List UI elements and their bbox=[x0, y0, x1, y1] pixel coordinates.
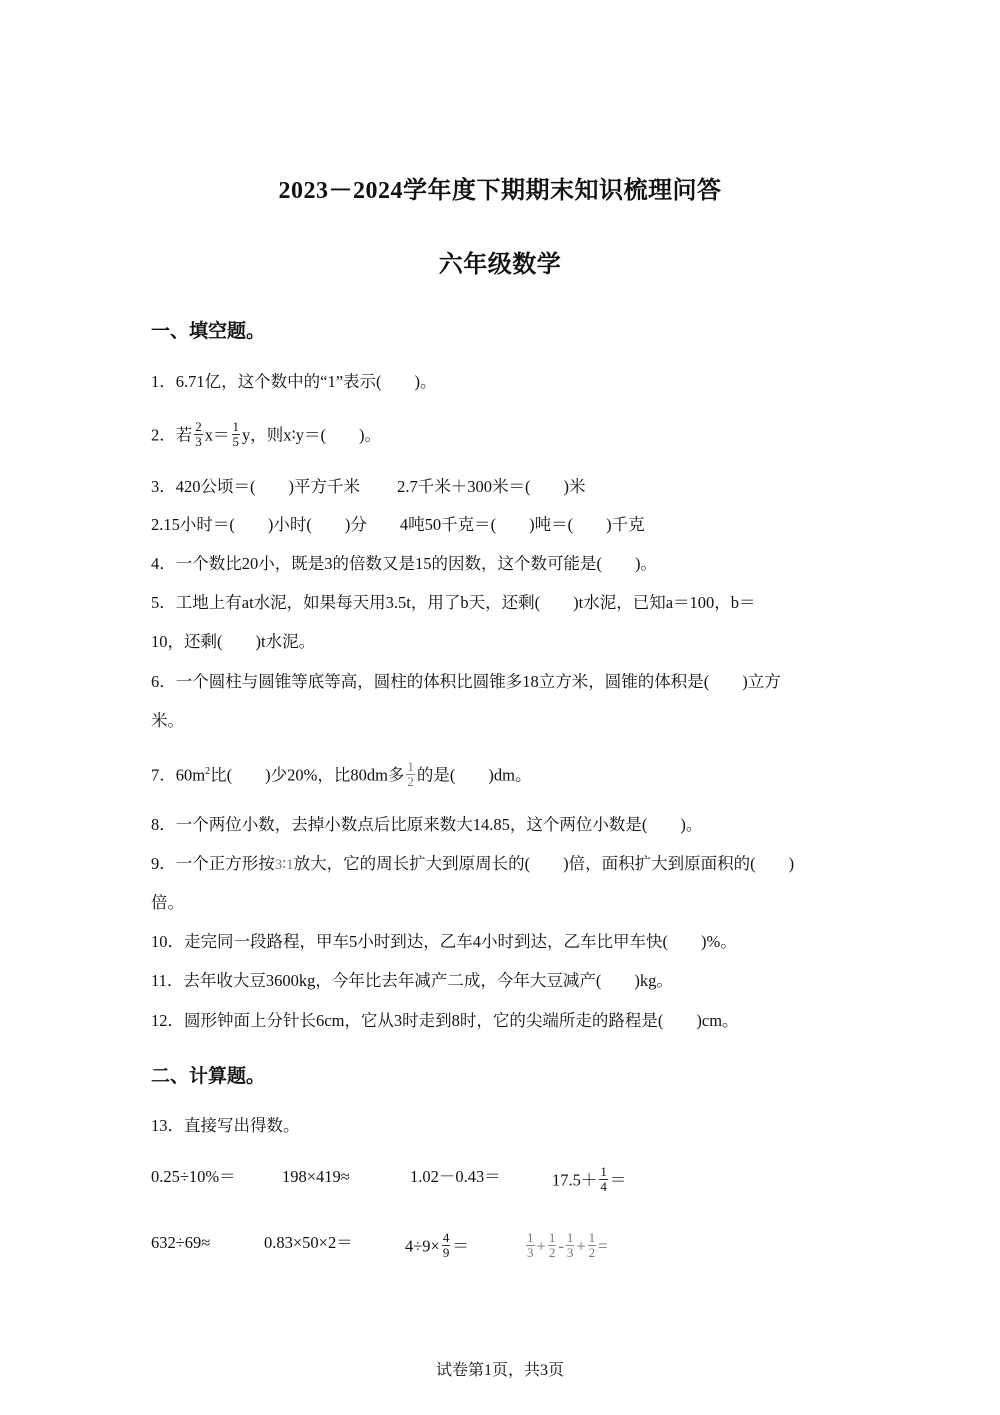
calc-1-4-fraction bbox=[599, 1165, 608, 1194]
q7-fraction bbox=[406, 760, 415, 789]
calc-2-3-fraction bbox=[442, 1231, 451, 1260]
calc-2-3 bbox=[405, 1230, 469, 1262]
calc-2-4-f3-numerator: 1 bbox=[566, 1230, 574, 1245]
calc-1-4-part-b: ＝ bbox=[609, 1170, 627, 1190]
calc-2-3-part-a: 4÷9× bbox=[405, 1236, 440, 1256]
q9-part-b: 放大，它的周长扩大到原周长的( )倍，面积扩大到原面积的( ) bbox=[293, 854, 795, 873]
q7-part-c: 的是( )dm。 bbox=[416, 765, 532, 785]
calc-2-1: 632÷69≈ bbox=[151, 1233, 211, 1252]
question-5-line-2: 10，还剩( )t水泥。 bbox=[151, 632, 316, 651]
calc-2-4-f3-denominator: 3 bbox=[566, 1245, 574, 1260]
q2-suffix: y，则x∶y＝( )。 bbox=[242, 425, 382, 445]
calc-2-4-f2-numerator: 1 bbox=[548, 1230, 556, 1245]
question-3-line-2: 2.15小时＝( )小时( )分 4吨50千克＝( )吨＝( )千克 bbox=[151, 515, 645, 534]
q2-f1-denominator: 3 bbox=[195, 434, 202, 449]
q7-denominator: 2 bbox=[407, 774, 414, 790]
section-heading-fill-blank: 一、填空题。 bbox=[151, 321, 266, 342]
calc-2-3-numerator: 4 bbox=[442, 1230, 450, 1245]
calc-2-2: 0.83×50×2＝ bbox=[264, 1233, 353, 1252]
question-9-line-2: 倍。 bbox=[151, 893, 184, 912]
q2-f2-numerator: 1 bbox=[232, 419, 239, 434]
calc-2-4-fraction-3 bbox=[566, 1231, 575, 1260]
question-12: 12．圆形钟面上分针长6cm，它从3时走到8时，它的尖端所走的路程是( )cm。 bbox=[151, 1011, 739, 1030]
q9-part-a: 9．一个正方形按 bbox=[151, 854, 275, 873]
q7-part-a: 7．60m bbox=[151, 765, 206, 785]
q2-f2-denominator: 5 bbox=[232, 434, 239, 449]
question-13: 13．直接写出得数。 bbox=[151, 1116, 300, 1135]
q2-mid: x＝ bbox=[204, 425, 230, 445]
question-8: 8．一个两位小数，去掉小数点后比原来数大14.85，这个两位小数是( )。 bbox=[151, 815, 703, 834]
calc-2-4-f1-numerator: 1 bbox=[527, 1230, 534, 1245]
question-2 bbox=[151, 419, 382, 451]
section-heading-calculation: 二、计算题。 bbox=[151, 1066, 266, 1087]
question-7 bbox=[151, 759, 532, 791]
calc-2-4-op-3: + bbox=[576, 1236, 586, 1256]
page-title: 2023－2024学年度下期期末知识梳理问答 bbox=[278, 178, 722, 204]
q2-prefix: 2．若 bbox=[151, 425, 193, 445]
q7-superscript: 2 bbox=[205, 766, 211, 777]
calc-2-4-op-1: + bbox=[536, 1236, 546, 1256]
question-4: 4．一个数比20小，既是3的倍数又是15的因数，这个数可能是( )。 bbox=[151, 554, 657, 573]
calc-1-4-numerator: 1 bbox=[600, 1164, 607, 1179]
question-1: 1．6.71亿，这个数中的“1”表示( )。 bbox=[151, 372, 437, 391]
page-subtitle: 六年级数学 bbox=[438, 252, 562, 278]
question-11: 11．去年收大豆3600kg，今年比去年减产二成，今年大豆减产( )kg。 bbox=[151, 971, 673, 990]
calc-2-4-equals: = bbox=[598, 1236, 608, 1256]
calc-2-4 bbox=[524, 1230, 608, 1262]
question-9-line-1 bbox=[151, 854, 794, 875]
question-6-line-2: 米。 bbox=[151, 711, 184, 730]
calc-1-4-part-a: 17.5＋ bbox=[552, 1170, 598, 1190]
calc-2-4-op-2: - bbox=[558, 1236, 564, 1256]
question-6-line-1: 6．一个圆柱与圆锥等底等高，圆柱的体积比圆锥多18立方米，圆锥的体积是( )立方 bbox=[151, 672, 781, 691]
q9-ratio: 3∶1 bbox=[274, 857, 294, 873]
q2-f1-numerator: 2 bbox=[195, 419, 202, 434]
question-10: 10．走完同一段路程，甲车5小时到达，乙车4小时到达，乙车比甲车快( )%。 bbox=[151, 932, 737, 951]
q7-numerator: 1 bbox=[407, 759, 414, 775]
question-3-line-1: 3．420公顷＝( )平方千米 2.7千米＋300米＝( )米 bbox=[151, 477, 586, 496]
calc-2-4-fraction-2 bbox=[548, 1231, 557, 1260]
calc-2-4-f2-denominator: 2 bbox=[548, 1245, 556, 1260]
calc-2-4-fraction-1 bbox=[526, 1231, 535, 1260]
calc-1-2: 198×419≈ bbox=[282, 1167, 350, 1186]
q7-part-b: 比( )少20%，比80dm多 bbox=[210, 765, 405, 785]
calc-2-4-f4-denominator: 2 bbox=[588, 1245, 596, 1260]
calc-1-4 bbox=[552, 1164, 627, 1196]
calc-1-4-denominator: 4 bbox=[600, 1179, 607, 1194]
question-5-line-1: 5．工地上有at水泥，如果每天用3.5t，用了b天，还剩( )t水泥，已知a＝100，b＝ bbox=[151, 593, 756, 612]
calc-2-3-part-b: ＝ bbox=[452, 1236, 469, 1256]
calc-1-3: 1.02－0.43＝ bbox=[410, 1167, 501, 1186]
q2-fraction-1 bbox=[194, 420, 203, 449]
calc-2-4-fraction-4 bbox=[588, 1231, 597, 1260]
calc-2-3-denominator: 9 bbox=[442, 1245, 450, 1260]
calc-2-4-f4-numerator: 1 bbox=[588, 1230, 596, 1245]
page-footer: 试卷第1页，共3页 bbox=[435, 1362, 564, 1379]
q2-fraction-2 bbox=[232, 420, 241, 449]
calc-2-4-f1-denominator: 3 bbox=[527, 1245, 534, 1260]
calc-1-1: 0.25÷10%＝ bbox=[151, 1167, 236, 1186]
